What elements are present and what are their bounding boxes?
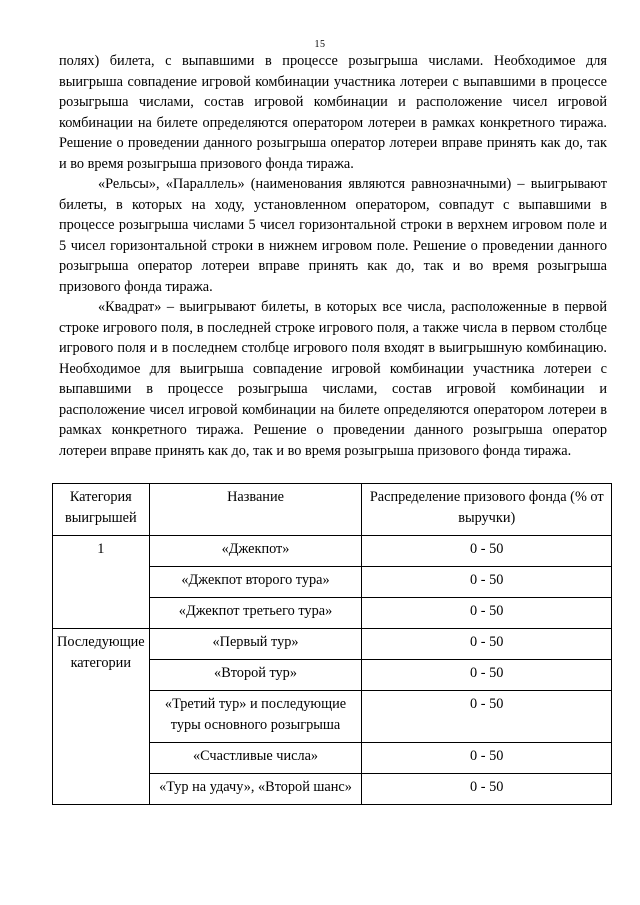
prize-value: 0 - 50 bbox=[362, 691, 612, 743]
table-row bbox=[53, 536, 612, 567]
table-header-row bbox=[53, 484, 612, 536]
category-cell: 1 bbox=[53, 536, 150, 629]
prize-value: 0 - 50 bbox=[362, 660, 612, 691]
prize-value: 0 - 50 bbox=[362, 774, 612, 805]
table-row bbox=[53, 629, 612, 660]
header-distribution: Распределение призового фонда (% от выручки) bbox=[362, 484, 612, 536]
category-cell: Последующие категории bbox=[53, 629, 150, 805]
prize-name: «Джекпот третьего тура» bbox=[149, 598, 362, 629]
prize-name: «Джекпот второго тура» bbox=[149, 567, 362, 598]
paragraph-rails: «Рельсы», «Параллель» (наименования являются равнозначными) – выигрывают билеты, в которых на ходу, установленном оператором, совпадут с выпавшими в процессе розыгрыша числами 5 чисел горизонтальной строки в верхнем игровом поле и 5 чисел горизонтальной строки в нижнем игровом поле. Решение о проведении данного розыгрыша оператор лотереи вправе принять как до, так и во время розыгрыша призового фонда тиража. bbox=[59, 176, 607, 295]
paragraph-square: «Квадрат» – выигрывают билеты, в которых все числа, расположенные в первой строке игрового поля, в последней строке игрового поля, а также числа в первом столбце игрового поля и в последнем столбце игрового поля входят в выигрышную комбинацию. Необходимое для выигрыша совпадение игровой комбинации участника лотереи с выпавшими в процессе розыгрыша числами, состав игровой комбинации и расположение чисел игровой комбинации на билете определяются оператором лотереи в рамках конкретного тиража. Решение о проведении данного розыгрыша оператор лотереи вправе принять как до, так и во время розыгрыша призового фонда тиража. bbox=[59, 299, 607, 459]
prize-value: 0 - 50 bbox=[362, 536, 612, 567]
header-name: Название bbox=[149, 484, 362, 536]
prize-name: «Первый тур» bbox=[149, 629, 362, 660]
header-category: Категория выигрышей bbox=[53, 484, 150, 536]
prize-name: «Тур на удачу», «Второй шанс» bbox=[149, 774, 362, 805]
prize-name: «Второй тур» bbox=[149, 660, 362, 691]
prize-name: «Счастливые числа» bbox=[149, 743, 362, 774]
prize-name: «Джекпот» bbox=[149, 536, 362, 567]
document-body bbox=[59, 51, 607, 461]
prize-value: 0 - 50 bbox=[362, 567, 612, 598]
prize-name: «Третий тур» и последующие туры основного розыгрыша bbox=[149, 691, 362, 743]
prize-value: 0 - 50 bbox=[362, 743, 612, 774]
page-number: 15 bbox=[314, 39, 326, 50]
prize-distribution-table bbox=[52, 483, 612, 805]
prize-value: 0 - 50 bbox=[362, 629, 612, 660]
prize-value: 0 - 50 bbox=[362, 598, 612, 629]
paragraph-continuation: полях) билета, с выпавшими в процессе розыгрыша числами. Необходимое для выигрыша совпадение игровой комбинации участника лотереи с выпавшими в процессе розыгрыша числами, состав игровой комбинации и расположение чисел игровой комбинации на билете определяются оператором лотереи в рамках конкретного тиража. Решение о проведении данного розыгрыша оператор лотереи вправе принять как до, так и во время розыгрыша призового фонда тиража. bbox=[59, 53, 607, 172]
